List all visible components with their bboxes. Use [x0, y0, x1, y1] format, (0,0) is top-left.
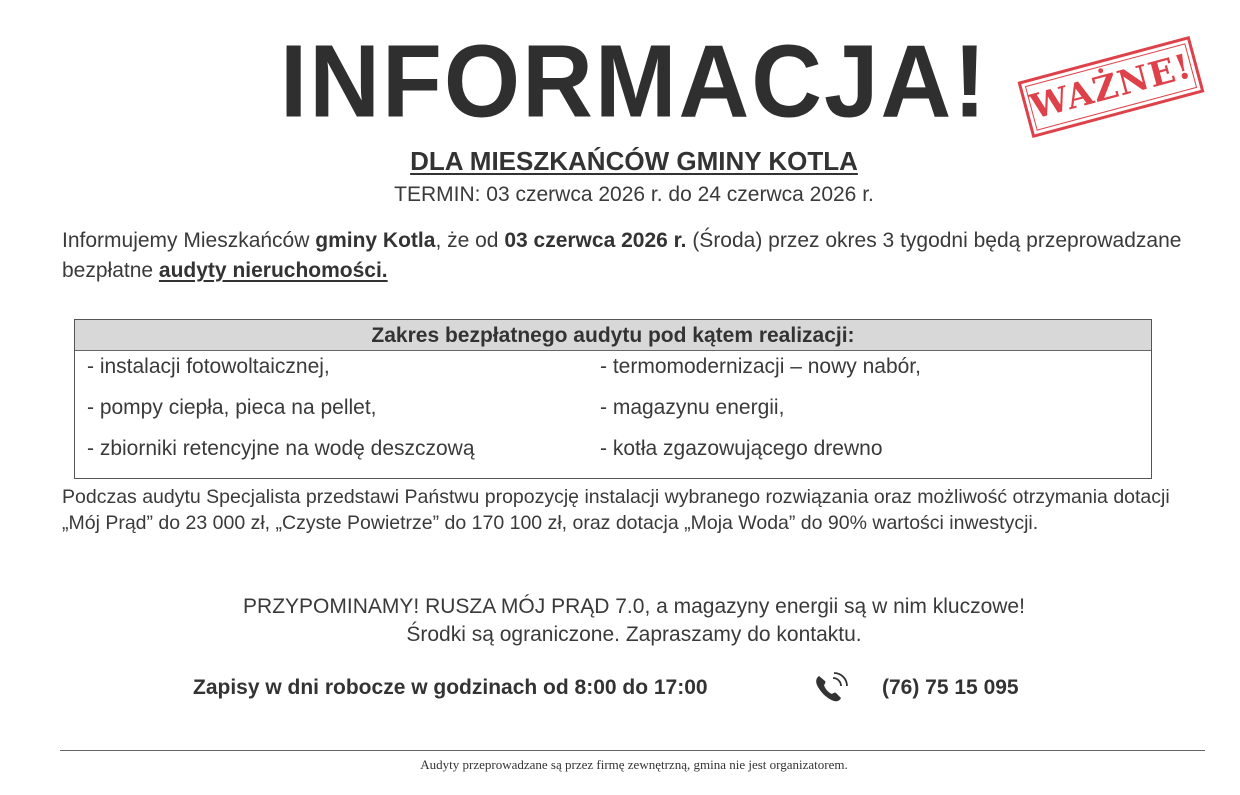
intro-bold-date: 03 czerwca 2026 r.	[504, 229, 687, 252]
scope-item: - magazynu energii,	[600, 396, 785, 419]
footer-note: Audyty przeprowadzane są przez firmę zewnętrzną, gmina nie jest organizatorem.	[420, 757, 848, 772]
scope-items	[87, 352, 1147, 475]
headline: INFORMACJA!	[280, 23, 988, 139]
scope-item: - kotła zgazowującego drewno	[600, 437, 883, 460]
intro-underlined: audyty nieruchomości.	[158, 259, 388, 282]
footer-divider	[60, 750, 1205, 751]
intro-bold-gmina: gminy Kotla	[315, 229, 436, 252]
intro-text-1: Informujemy Mieszkańców	[62, 229, 316, 252]
important-stamp: WAŻNE!	[1018, 36, 1205, 138]
subsidy-paragraph: Podczas audytu Specjalista przedstawi Państwu propozycję instalacji wybranego rozwiązania oraz możliwość otrzymania dotacji „Mój Prąd” do 23 000 zł, „Czyste Powietrze” do 170 100 zł, oraz dotacja „Moja Woda” do 90% wartości inwestycji.	[62, 486, 1170, 534]
reminder	[0, 593, 1240, 649]
scope-item: - termomodernizacji – nowy nabór,	[600, 355, 921, 378]
phone-number: (76) 75 15 095	[882, 676, 1019, 699]
intro-text-2: , że od	[435, 229, 505, 252]
scope-item: - pompy ciepła, pieca na pellet,	[87, 396, 377, 419]
signup-hours: Zapisy w dni robocze w godzinach od 8:00 do 17:00	[193, 676, 708, 699]
scope-item: - instalacji fotowoltaicznej,	[87, 355, 330, 378]
intro-text-3: (Środa) przez okres 3 tygodni będą przeprowadzane bezpłatne	[62, 229, 1182, 282]
scope-table-header: Zakres bezpłatnego audytu pod kątem realizacji:	[75, 320, 1151, 351]
scope-table	[74, 319, 1152, 479]
intro-paragraph	[62, 226, 1212, 286]
subtitle: DLA MIESZKAŃCÓW GMINY KOTLA	[410, 146, 858, 176]
term-dates: TERMIN: 03 czerwca 2026 r. do 24 czerwca 2026 r.	[394, 183, 874, 206]
reminder-line-2: Środki są ograniczone. Zapraszamy do kontaktu.	[406, 623, 862, 646]
reminder-line-1: PRZYPOMINAMY! RUSZA MÓJ PRĄD 7.0, a magazyny energii są w nim kluczowe!	[243, 595, 1025, 618]
scope-item: - zbiorniki retencyjne na wodę deszczową	[87, 437, 475, 460]
phone-icon	[813, 672, 849, 704]
